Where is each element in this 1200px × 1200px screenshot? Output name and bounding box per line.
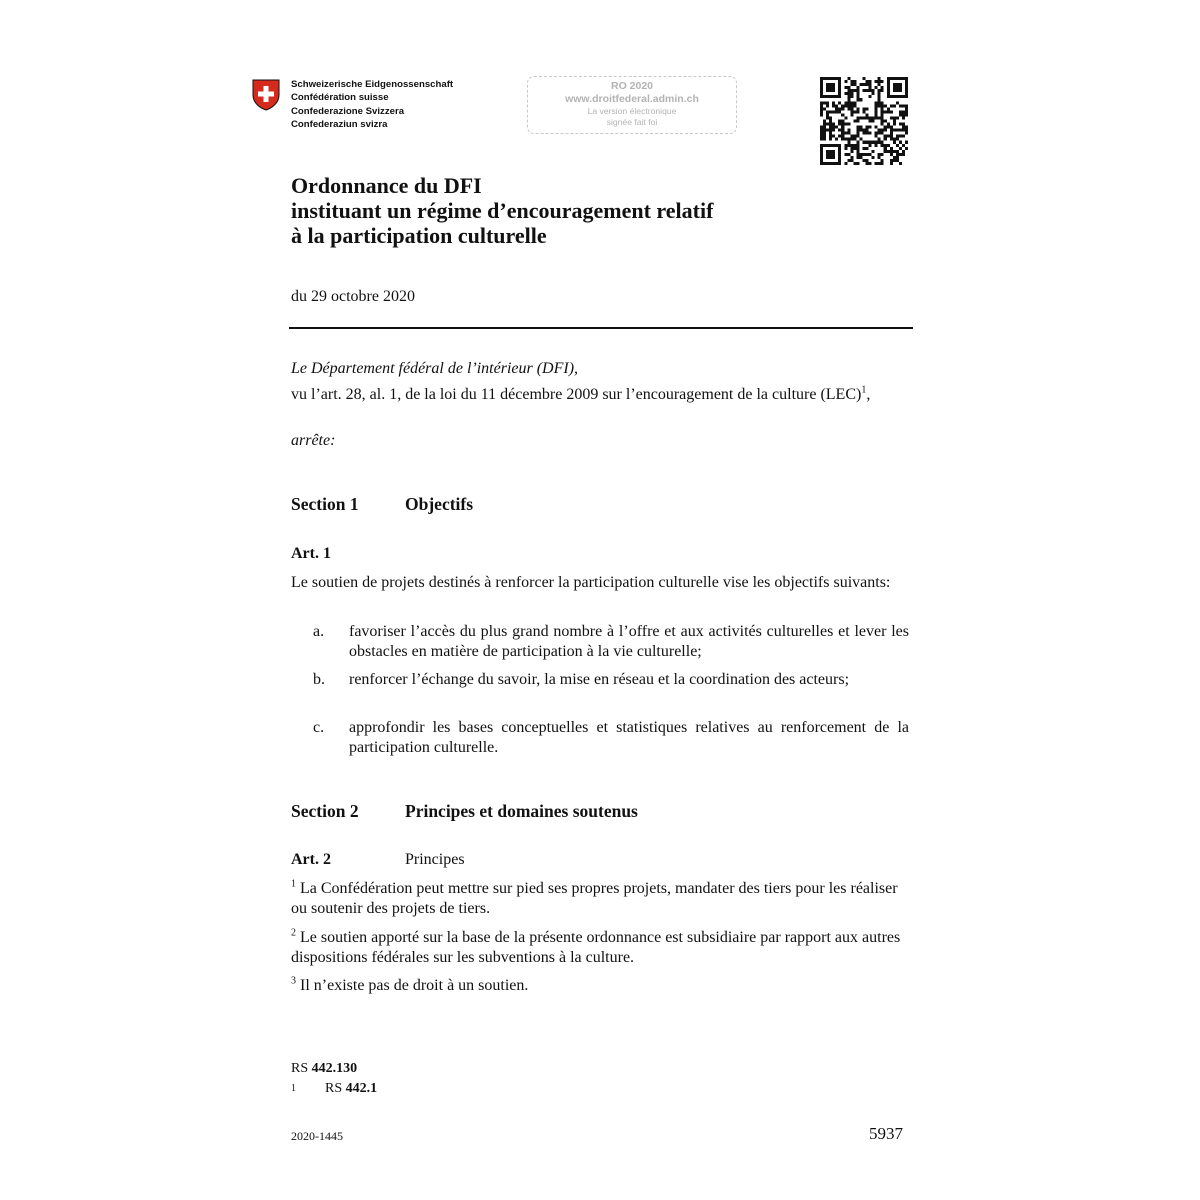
footnote-number: 1 <box>291 1083 296 1094</box>
list-item-letter: a. <box>313 623 325 640</box>
paragraph-number: 1 <box>291 878 296 890</box>
confederation-name-fr: Confédération suisse <box>291 92 389 104</box>
paragraph-number: 3 <box>291 975 296 987</box>
preamble-decree: arrête: <box>291 432 336 449</box>
stamp-note-2: signée fait foi <box>606 117 658 127</box>
paragraph-text: La Confédération peut mettre sur pied ses propres projets, mandater des tiers pour les réaliser ou soutenir des projets de tiers. <box>291 880 898 917</box>
paragraph-text: Le soutien apporté sur la base de la présente ordonnance est subsidiaire par rapport aux autres dispositions fédérales sur les subventions à la culture. <box>291 929 901 966</box>
rs-label: RS <box>291 1061 309 1076</box>
footnote-ref: 1 <box>861 384 867 396</box>
list-item-text: favoriser l’accès du plus grand nombre à l’offre et aux activités culturelles et lever les obstacles en matière de participation à la vie culturelle; <box>349 623 909 660</box>
ordinance-date: du 29 octobre 2020 <box>291 288 415 305</box>
preamble-basis <box>291 385 909 405</box>
footnote-reference: 442.1 <box>345 1081 378 1096</box>
paragraph-number: 2 <box>291 927 296 939</box>
official-stamp <box>527 76 737 134</box>
list-item-letter: b. <box>313 671 325 688</box>
article-2-paragraph-3 <box>291 976 909 996</box>
stamp-ro: RO 2020 <box>610 80 654 92</box>
list-item <box>291 670 909 690</box>
article-1-number: Art. 1 <box>291 545 331 562</box>
section-2-heading <box>291 801 638 822</box>
article-2-paragraph-1 <box>291 879 909 919</box>
footnote-label: RS <box>325 1081 343 1096</box>
document-number: 2020-1445 <box>291 1129 343 1143</box>
title-line-3: à la participation culturelle <box>291 223 547 248</box>
section-1-title: Objectifs <box>405 494 474 514</box>
stamp-url: www.droitfederal.admin.ch <box>565 93 699 105</box>
confederation-names <box>291 78 453 131</box>
page-number: 5937 <box>869 1124 903 1143</box>
article-2-heading <box>291 851 465 869</box>
footnote-1 <box>291 1079 377 1098</box>
section-2-number: Section 2 <box>291 801 359 821</box>
preamble-basis-end: , <box>866 386 871 403</box>
confederation-name-it: Confederazione Svizzera <box>291 105 405 117</box>
article-2-number: Art. 2 <box>291 851 331 868</box>
list-item <box>291 622 909 662</box>
title-line-2: instituant un régime d’encouragement relatif <box>291 198 714 223</box>
list-item-text: renforcer l’échange du savoir, la mise en réseau et la coordination des acteurs; <box>349 671 850 688</box>
section-2-title: Principes et domaines soutenus <box>405 801 638 821</box>
confederation-name-rm: Confederaziun svizra <box>291 118 388 130</box>
stamp-note-1: La version électronique <box>587 106 677 116</box>
section-1-heading <box>291 494 473 515</box>
list-item-letter: c. <box>313 719 325 736</box>
confederation-name-de: Schweizerische Eidgenossenschaft <box>291 79 454 90</box>
title-divider <box>289 327 913 329</box>
list-item <box>291 718 909 758</box>
title-line-1: Ordonnance du DFI <box>291 173 482 198</box>
section-1-number: Section 1 <box>291 494 359 514</box>
list-item-text: approfondir les bases conceptuelles et statistiques relatives au renforcement de la participation culturelle. <box>349 719 909 756</box>
swiss-cross-icon <box>252 79 280 111</box>
rs-number: 442.130 <box>311 1061 358 1076</box>
rs-reference <box>291 1059 357 1078</box>
article-2-paragraph-2 <box>291 928 909 968</box>
preamble-basis-text: vu l’art. 28, al. 1, de la loi du 11 décembre 2009 sur l’encouragement de la culture (LEC) <box>291 386 862 403</box>
paragraph-text: Il n’existe pas de droit à un soutien. <box>296 977 529 994</box>
preamble-authority: Le Département fédéral de l’intérieur (DFI), <box>291 360 579 377</box>
article-2-title: Principes <box>405 851 465 868</box>
article-1-intro: Le soutien de projets destinés à renforcer la participation culturelle vise les objectifs suivants: <box>291 574 891 591</box>
qr-code-icon <box>820 77 908 165</box>
page-title <box>291 173 713 248</box>
